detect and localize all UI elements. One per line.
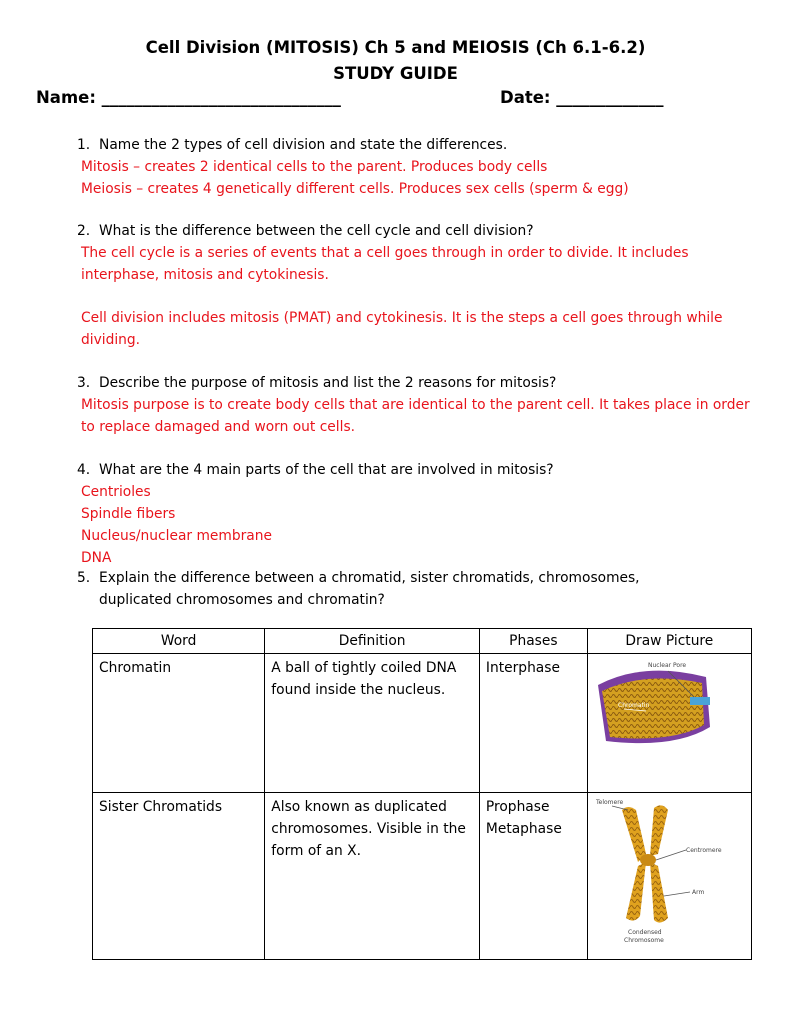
page-title: Cell Division (MITOSIS) Ch 5 and MEIOSIS (Ch 6.1-6.2) bbox=[145, 38, 646, 57]
question-1 bbox=[77, 134, 739, 156]
question-2 bbox=[77, 220, 739, 242]
word-cell: Sister Chromatids bbox=[93, 793, 265, 960]
question-number: 2. bbox=[77, 223, 91, 239]
picture-label: Chromatin bbox=[617, 702, 650, 709]
phase-item: Prophase bbox=[485, 799, 550, 815]
picture-cell bbox=[587, 793, 751, 960]
chromosome-illustration bbox=[594, 796, 724, 946]
phases-cell: Interphase bbox=[479, 654, 587, 793]
table-row bbox=[93, 654, 752, 793]
chromatid-arm-shape bbox=[650, 805, 668, 856]
page-subtitle: STUDY GUIDE bbox=[333, 64, 458, 83]
nuclear-pore-shape bbox=[690, 697, 710, 705]
word-cell: Chromatin bbox=[93, 654, 265, 793]
question-text: What is the difference between the cell cycle and cell division? bbox=[99, 223, 534, 239]
phases-cell bbox=[479, 793, 587, 960]
phase-item: Metaphase bbox=[485, 821, 562, 837]
picture-label: Centromere bbox=[685, 847, 722, 854]
question-number: 5. bbox=[77, 570, 91, 586]
question-number: 4. bbox=[77, 462, 91, 478]
question-text: Name the 2 types of cell division and state the differences. bbox=[99, 137, 508, 153]
definition-cell: A ball of tightly coiled DNA found inside the nucleus. bbox=[265, 654, 480, 793]
answer-1b: Meiosis – creates 4 genetically different cells. Produces sex cells (sperm & egg) bbox=[81, 181, 629, 197]
centromere-shape bbox=[640, 854, 656, 866]
date-field[interactable]: Date: _____________ bbox=[500, 88, 664, 107]
question-text: Describe the purpose of mitosis and list the 2 reasons for mitosis? bbox=[99, 375, 557, 391]
question-text: Explain the difference between a chromatid, sister chromatids, chromosomes, duplicated chromosomes and chromatin? bbox=[99, 570, 640, 608]
table-header-row bbox=[93, 629, 752, 654]
question-4 bbox=[77, 459, 739, 481]
picture-label: Telomere bbox=[595, 799, 623, 806]
answer-1a: Mitosis – creates 2 identical cells to the parent. Produces body cells bbox=[81, 159, 548, 175]
vocabulary-table bbox=[92, 628, 752, 960]
question-text: What are the 4 main parts of the cell that are involved in mitosis? bbox=[99, 462, 554, 478]
question-5 bbox=[77, 567, 699, 611]
picture-label: Chromosome bbox=[623, 937, 664, 944]
answer-4-item: Nucleus/nuclear membrane bbox=[81, 528, 272, 544]
table-row bbox=[93, 793, 752, 960]
chromatid-arm-shape bbox=[622, 807, 646, 862]
answer-3: Mitosis purpose is to create body cells that are identical to the parent cell. It takes place in order to replace damaged and worn out cells. bbox=[81, 397, 750, 435]
question-number: 1. bbox=[77, 137, 91, 153]
picture-label: Nuclear Pore bbox=[647, 662, 686, 669]
answer-4-item: Spindle fibers bbox=[81, 506, 176, 522]
picture-label: Arm bbox=[691, 889, 705, 896]
column-header: Word bbox=[93, 629, 265, 654]
column-header: Phases bbox=[479, 629, 587, 654]
question-3 bbox=[77, 372, 739, 394]
column-header: Draw Picture bbox=[587, 629, 751, 654]
name-field[interactable]: Name: _____________________________ bbox=[36, 88, 341, 107]
answer-2b: Cell division includes mitosis (PMAT) and cytokinesis. It is the steps a cell goes through while dividing. bbox=[81, 310, 723, 348]
column-header: Definition bbox=[265, 629, 480, 654]
answer-2a: The cell cycle is a series of events that a cell goes through in order to divide. It includes interphase, mitosis and cytokinesis. bbox=[81, 245, 689, 283]
answer-4-item: DNA bbox=[81, 550, 112, 566]
chromatid-arm-shape bbox=[650, 862, 668, 923]
answer-4-item: Centrioles bbox=[81, 484, 151, 500]
question-number: 3. bbox=[77, 375, 91, 391]
definition-cell: Also known as duplicated chromosomes. Visible in the form of an X. bbox=[265, 793, 480, 960]
picture-cell bbox=[587, 654, 751, 793]
chromatin-illustration bbox=[594, 657, 714, 757]
picture-label: Condensed bbox=[627, 929, 662, 936]
chromatid-arm-shape bbox=[626, 862, 646, 921]
